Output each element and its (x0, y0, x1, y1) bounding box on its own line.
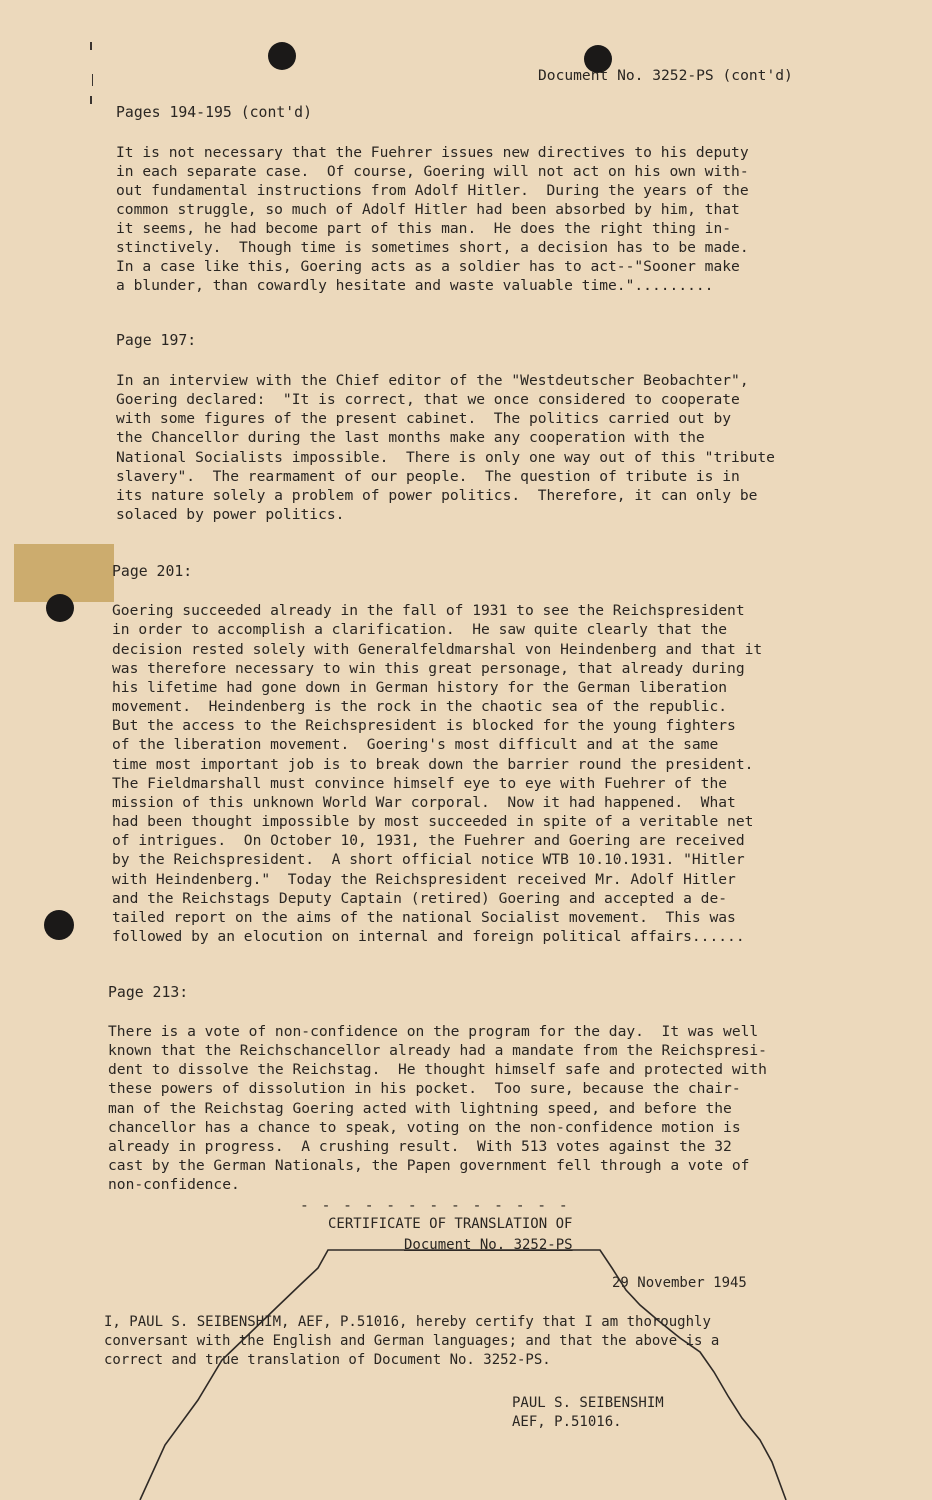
document-reference: Document No. 3252-PS (cont'd) (538, 67, 793, 84)
separator-line: - - - - - - - - - - - - - (300, 1197, 570, 1214)
text-line: and the Reichstags Deputy Captain (retired) Goering and accepted a de- (112, 890, 728, 907)
text-line: its nature solely a problem of power politics. Therefore, it can only be (116, 487, 758, 504)
text-line: National Socialists impossible. There is only one way out of this "tribute (116, 449, 775, 466)
margin-mark (90, 42, 92, 50)
text-line: out fundamental instructions from Adolf Hitler. During the years of the (116, 182, 749, 199)
text-line: The Fieldmarshall must convince himself eye to eye with Fuehrer of the (112, 775, 728, 792)
text-line: But the access to the Reichspresident is blocked for the young fighters (112, 717, 736, 734)
punch-hole-middle (46, 594, 74, 622)
signature-id: AEF, P.51016. (512, 1414, 622, 1430)
certificate-line: correct and true translation of Document No. 3252-PS. (104, 1352, 551, 1368)
text-line: slavery". The rearmament of our people. The question of tribute is in (116, 468, 740, 485)
text-line: mission of this unknown World War corporal. Now it had happened. What (112, 794, 736, 811)
text-line: had been thought impossible by most succeeded in spite of a veritable net (112, 813, 754, 830)
text-line: it seems, he had become part of this man. He does the right thing in- (116, 220, 732, 237)
text-line: of the liberation movement. Goering's most difficult and at the same (112, 736, 719, 753)
text-line: with Heindenberg." Today the Reichspresident received Mr. Adolf Hitler (112, 871, 736, 888)
section-heading: Page 201: (112, 563, 193, 580)
text-line: It is not necessary that the Fuehrer issues new directives to his deputy (116, 144, 749, 161)
text-line: cast by the German Nationals, the Papen government fell through a vote of (108, 1157, 750, 1174)
text-line: in each separate case. Of course, Goering will not act on his own with- (116, 163, 749, 180)
text-line: tailed report on the aims of the national Socialist movement. This was (112, 909, 736, 926)
tape-mark (14, 544, 114, 602)
margin-mark (90, 96, 92, 104)
text-line: these powers of dissolution in his pocket. Too sure, because the chair- (108, 1080, 741, 1097)
text-line: common struggle, so much of Adolf Hitler had been absorbed by him, that (116, 201, 740, 218)
text-line: In an interview with the Chief editor of the "Westdeutscher Beobachter", (116, 372, 749, 389)
text-line: Goering succeeded already in the fall of 1931 to see the Reichspresident (112, 602, 745, 619)
certificate-title: CERTIFICATE OF TRANSLATION OF (328, 1216, 573, 1232)
text-line: already in progress. A crushing result. With 513 votes against the 32 (108, 1138, 732, 1155)
certificate-line: I, PAUL S. SEIBENSHIM, AEF, P.51016, hereby certify that I am thoroughly (104, 1314, 711, 1330)
text-line: with some figures of the present cabinet. The politics carried out by (116, 410, 732, 427)
text-line: dent to dissolve the Reichstag. He thought himself safe and protected with (108, 1061, 767, 1078)
text-line: Goering declared: "It is correct, that we once considered to cooperate (116, 391, 740, 408)
text-line: stinctively. Though time is sometimes short, a decision has to be made. (116, 239, 749, 256)
text-line: by the Reichspresident. A short official notice WTB 10.10.1931. "Hitler (112, 851, 745, 868)
signature-name: PAUL S. SEIBENSHIM (512, 1395, 664, 1411)
punch-hole-lower (44, 910, 74, 940)
margin-mark (92, 74, 93, 86)
text-line: In a case like this, Goering acts as a soldier has to act--"Sooner make (116, 258, 740, 275)
text-line: followed by an elocution on internal and foreign political affairs...... (112, 928, 745, 945)
text-line: of intrigues. On October 10, 1931, the Fuehrer and Goering are received (112, 832, 745, 849)
text-line: a blunder, than cowardly hesitate and waste valuable time."......... (116, 277, 714, 294)
text-line: man of the Reichstag Goering acted with lightning speed, and before the (108, 1100, 732, 1117)
text-line: was therefore necessary to win this great personage, that already during (112, 660, 745, 677)
certificate-document-ref: Document No. 3252-PS (404, 1237, 573, 1253)
certificate-date: 29 November 1945 (612, 1275, 747, 1291)
text-line: decision rested solely with Generalfeldmarshal von Heindenberg and that it (112, 641, 763, 658)
certificate-line: conversant with the English and German languages; and that the above is a (104, 1333, 720, 1349)
section-heading: Page 213: (108, 984, 189, 1001)
section-heading: Page 197: (116, 332, 197, 349)
text-line: solaced by power politics. (116, 506, 345, 523)
text-line: time most important job is to break down the barrier round the president. (112, 756, 754, 773)
text-line: There is a vote of non-confidence on the program for the day. It was well (108, 1023, 759, 1040)
text-line: in order to accomplish a clarification. He saw quite clearly that the (112, 621, 728, 638)
text-line: his lifetime had gone down in German history for the German liberation (112, 679, 728, 696)
section-heading: Pages 194-195 (cont'd) (116, 104, 312, 121)
text-line: the Chancellor during the last months make any cooperation with the (116, 429, 705, 446)
text-line: chancellor has a chance to speak, voting on the non-confidence motion is (108, 1119, 741, 1136)
text-line: known that the Reichschancellor already had a mandate from the Reichspresi- (108, 1042, 767, 1059)
text-line: non-confidence. (108, 1176, 240, 1193)
punch-hole-top-left (268, 42, 296, 70)
text-line: movement. Heindenberg is the rock in the chaotic sea of the republic. (112, 698, 728, 715)
